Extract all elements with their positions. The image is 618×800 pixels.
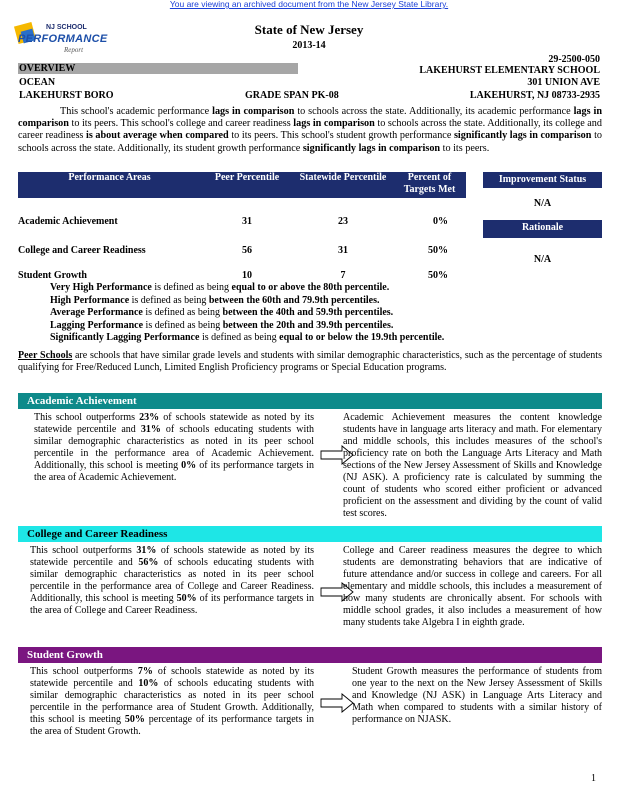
school-year: 2013-14: [292, 40, 326, 51]
definition-line: [50, 320, 444, 333]
definition-term: Significantly Lagging Performance: [50, 332, 200, 343]
improvement-status-value: N/A: [533, 198, 552, 209]
section-summary: [34, 412, 314, 484]
section-header: Academic Achievement: [18, 393, 602, 409]
definition-text: is defined as being: [199, 332, 280, 343]
targets-cell: 50%: [428, 245, 448, 257]
school-city: LAKEHURST, NJ 08733-2935: [469, 90, 600, 101]
area-cell: Student Growth: [18, 270, 87, 282]
summary-value: 0%: [181, 460, 197, 471]
definition-line: [50, 332, 444, 345]
table-row: [18, 228, 466, 257]
summary-text: This school outperforms: [34, 412, 140, 423]
intro-text: to schools across the state. Additionally, its academic performance: [294, 106, 574, 117]
summary-text: of schools statewide as noted by its statewide percentile and: [30, 545, 314, 568]
summary-text: of schools statewide as noted by its statewide percentile and: [34, 412, 314, 435]
table-header-row: [18, 172, 466, 198]
peer-schools-term: Peer Schools: [18, 350, 73, 361]
section-college-career-readiness: [18, 526, 602, 628]
table-row: [18, 198, 466, 228]
intro-emphasis: lags in comparison: [212, 106, 295, 117]
section-description: College and Career readiness measures the degree to which students are demonstrating behaviors that are indicative of future attendance and/or success in college and careers. For all elementary and middle schools, this includes a measurement of how many students are chronically absent. For schools with middle school grades, it also includes a measurement of how many students take Algebra I in eighth grade.: [343, 545, 602, 628]
performance-table: [18, 172, 466, 282]
intro-emphasis: significantly lags in comparison: [302, 142, 441, 154]
summary-text: of schools educating students with similar demographic characteristics as noted in its peer school percentile in the performance area of Academic Achievement. Additionally, this school is meeting: [34, 424, 314, 471]
definition-term: Very High Performance: [50, 282, 152, 293]
intro-text: This school's academic performance: [60, 106, 213, 117]
summary-text: of its performance targets in the area of Academic Achievement.: [34, 460, 314, 483]
peer-schools-paragraph: [18, 350, 602, 374]
intro-emphasis: lags in comparison: [18, 106, 602, 130]
state-cell: 31: [338, 245, 348, 257]
definition-text: is defined as being: [151, 282, 232, 293]
peer-cell: 31: [242, 216, 252, 228]
targets-cell: 0%: [433, 216, 448, 228]
definition-term: High Performance: [50, 294, 130, 306]
intro-text: to its peers.: [440, 142, 490, 154]
summary-text: of schools educating students with similar demographic characteristics as noted in its peer school percentile in the performance area of Student Growth. Additionally, this school is meeting: [30, 678, 314, 725]
summary-text: percentage of its performance targets in the area of Student Growth.: [30, 714, 314, 737]
definition-range: equal to or above the 80th percentile.: [231, 282, 390, 293]
section-summary: [30, 545, 314, 617]
state-title: State of New Jersey: [254, 22, 364, 37]
section-description: Student Growth measures the performance of students from one year to the next on the New Jersey Assessment of Skills and Knowledge (NJ ASK) in Language Arts Literacy and Math when compared to students with a similar history of performance on NJASK.: [352, 666, 602, 725]
col-header-statewide: Statewide Percentile: [293, 172, 393, 198]
state-cell: 23: [338, 216, 348, 228]
area-cell: College and Career Readiness: [18, 245, 146, 257]
intro-emphasis: significantly lags in comparison: [453, 130, 592, 142]
page-number: 1: [591, 773, 596, 784]
section-academic-achievement: [18, 393, 602, 519]
intro-emphasis: is about average when compared: [86, 130, 229, 142]
performance-definitions: [50, 282, 444, 345]
table-row: [18, 257, 466, 282]
area-cell: Academic Achievement: [18, 216, 118, 228]
archive-banner-link[interactable]: You are viewing an archived document from the New Jersey State Library.: [169, 0, 449, 9]
school-address: 301 UNION AVE: [527, 77, 600, 88]
peer-cell: 10: [242, 270, 252, 282]
intro-emphasis: lags in comparison: [293, 118, 375, 130]
logo-line3: Report: [64, 46, 84, 54]
rationale-value: N/A: [533, 254, 552, 265]
intro-text: to its peers. This school's college and career readiness: [68, 118, 294, 130]
school-name: LAKEHURST ELEMENTARY SCHOOL: [419, 65, 600, 76]
intro-paragraph: [18, 106, 602, 155]
intro-text: to schools across the state. Additionally, its student growth performance: [18, 130, 602, 154]
summary-text: of its performance targets in the area of College and Career Readiness.: [30, 593, 314, 616]
definition-range: between the 60th and 79.9th percentiles.: [208, 294, 380, 306]
summary-value: 50%: [124, 714, 145, 725]
grade-span: GRADE SPAN PK-08: [245, 90, 339, 101]
definition-range: between the 20th and 39.9th percentiles.: [222, 319, 394, 331]
section-description: Academic Achievement measures the content knowledge students have in language arts literacy and math. For elementary and middle schools, this includes measures of the school's proficiency rate on both the Language Arts Literacy and Math sections of the New Jersey Assessment of Skills and Knowledge (NJ ASK). A proficiency rate is calculated by summing the count of students who scored either proficient or advanced proficient on the assessment and dividing by the count of valid test scores.: [343, 412, 602, 519]
summary-value: 56%: [138, 557, 159, 568]
summary-text: This school outperforms: [30, 545, 137, 556]
definition-line: [50, 295, 444, 308]
arrow-right-icon: [320, 693, 354, 713]
rationale-header: Rationale: [483, 220, 602, 238]
overview-label: OVERVIEW: [19, 63, 76, 74]
summary-text: This school outperforms: [30, 666, 138, 677]
summary-value: 31%: [140, 424, 161, 435]
summary-value: 23%: [139, 412, 160, 423]
definition-line: [50, 282, 444, 295]
improvement-status-header: Improvement Status: [483, 172, 602, 188]
summary-value: 10%: [138, 678, 159, 689]
state-cell: 7: [340, 270, 346, 282]
section-header: College and Career Readiness: [18, 526, 602, 542]
logo-line2: PERFORMANCE: [18, 33, 108, 45]
targets-cell: 50%: [428, 270, 448, 282]
district-name: LAKEHURST BORO: [19, 90, 114, 101]
logo-line1: NJ SCHOOL: [46, 24, 87, 31]
definition-text: is defined as being: [142, 307, 223, 318]
section-header: Student Growth: [18, 647, 602, 663]
summary-value: 31%: [136, 545, 157, 556]
intro-text: to schools across the state. Additionally, its college and career readiness: [18, 118, 602, 142]
summary-text: of schools educating students with similar demographic characteristics as noted in its peer school percentile in the performance area of College and Career Readiness. Additionally, this school is meeting: [30, 557, 314, 604]
definition-term: Lagging Performance: [50, 319, 144, 331]
summary-text: of schools statewide as noted by its statewide percentile and: [30, 666, 314, 689]
col-header-area: Performance Areas: [18, 172, 201, 198]
intro-text: to its peers. This school's student growth performance: [228, 130, 454, 142]
definition-range: between the 40th and 59.9th percentiles.: [222, 307, 394, 318]
section-student-growth: [18, 647, 602, 737]
definition-term: Average Performance: [50, 307, 143, 318]
county-name: OCEAN: [19, 77, 56, 88]
peer-cell: 56: [242, 245, 252, 257]
school-code: 29-2500-050: [548, 54, 600, 65]
definition-text: is defined as being: [129, 294, 209, 306]
summary-value: 50%: [176, 593, 197, 604]
col-header-peer: Peer Percentile: [201, 172, 293, 198]
definition-range: equal to or below the 19.9th percentile.: [279, 332, 445, 343]
definition-line: [50, 307, 444, 320]
definition-text: is defined as being: [143, 319, 223, 331]
peer-schools-text: are schools that have similar grade levels and students with similar demographic characteristics, such as the percentage of students qualifying for Free/Reduced Lunch, Limited English Proficiency programs or Special Education programs.: [18, 350, 602, 373]
col-header-targets: Percent of Targets Met: [393, 172, 466, 198]
section-summary: [30, 666, 314, 738]
summary-value: 7%: [137, 666, 153, 677]
